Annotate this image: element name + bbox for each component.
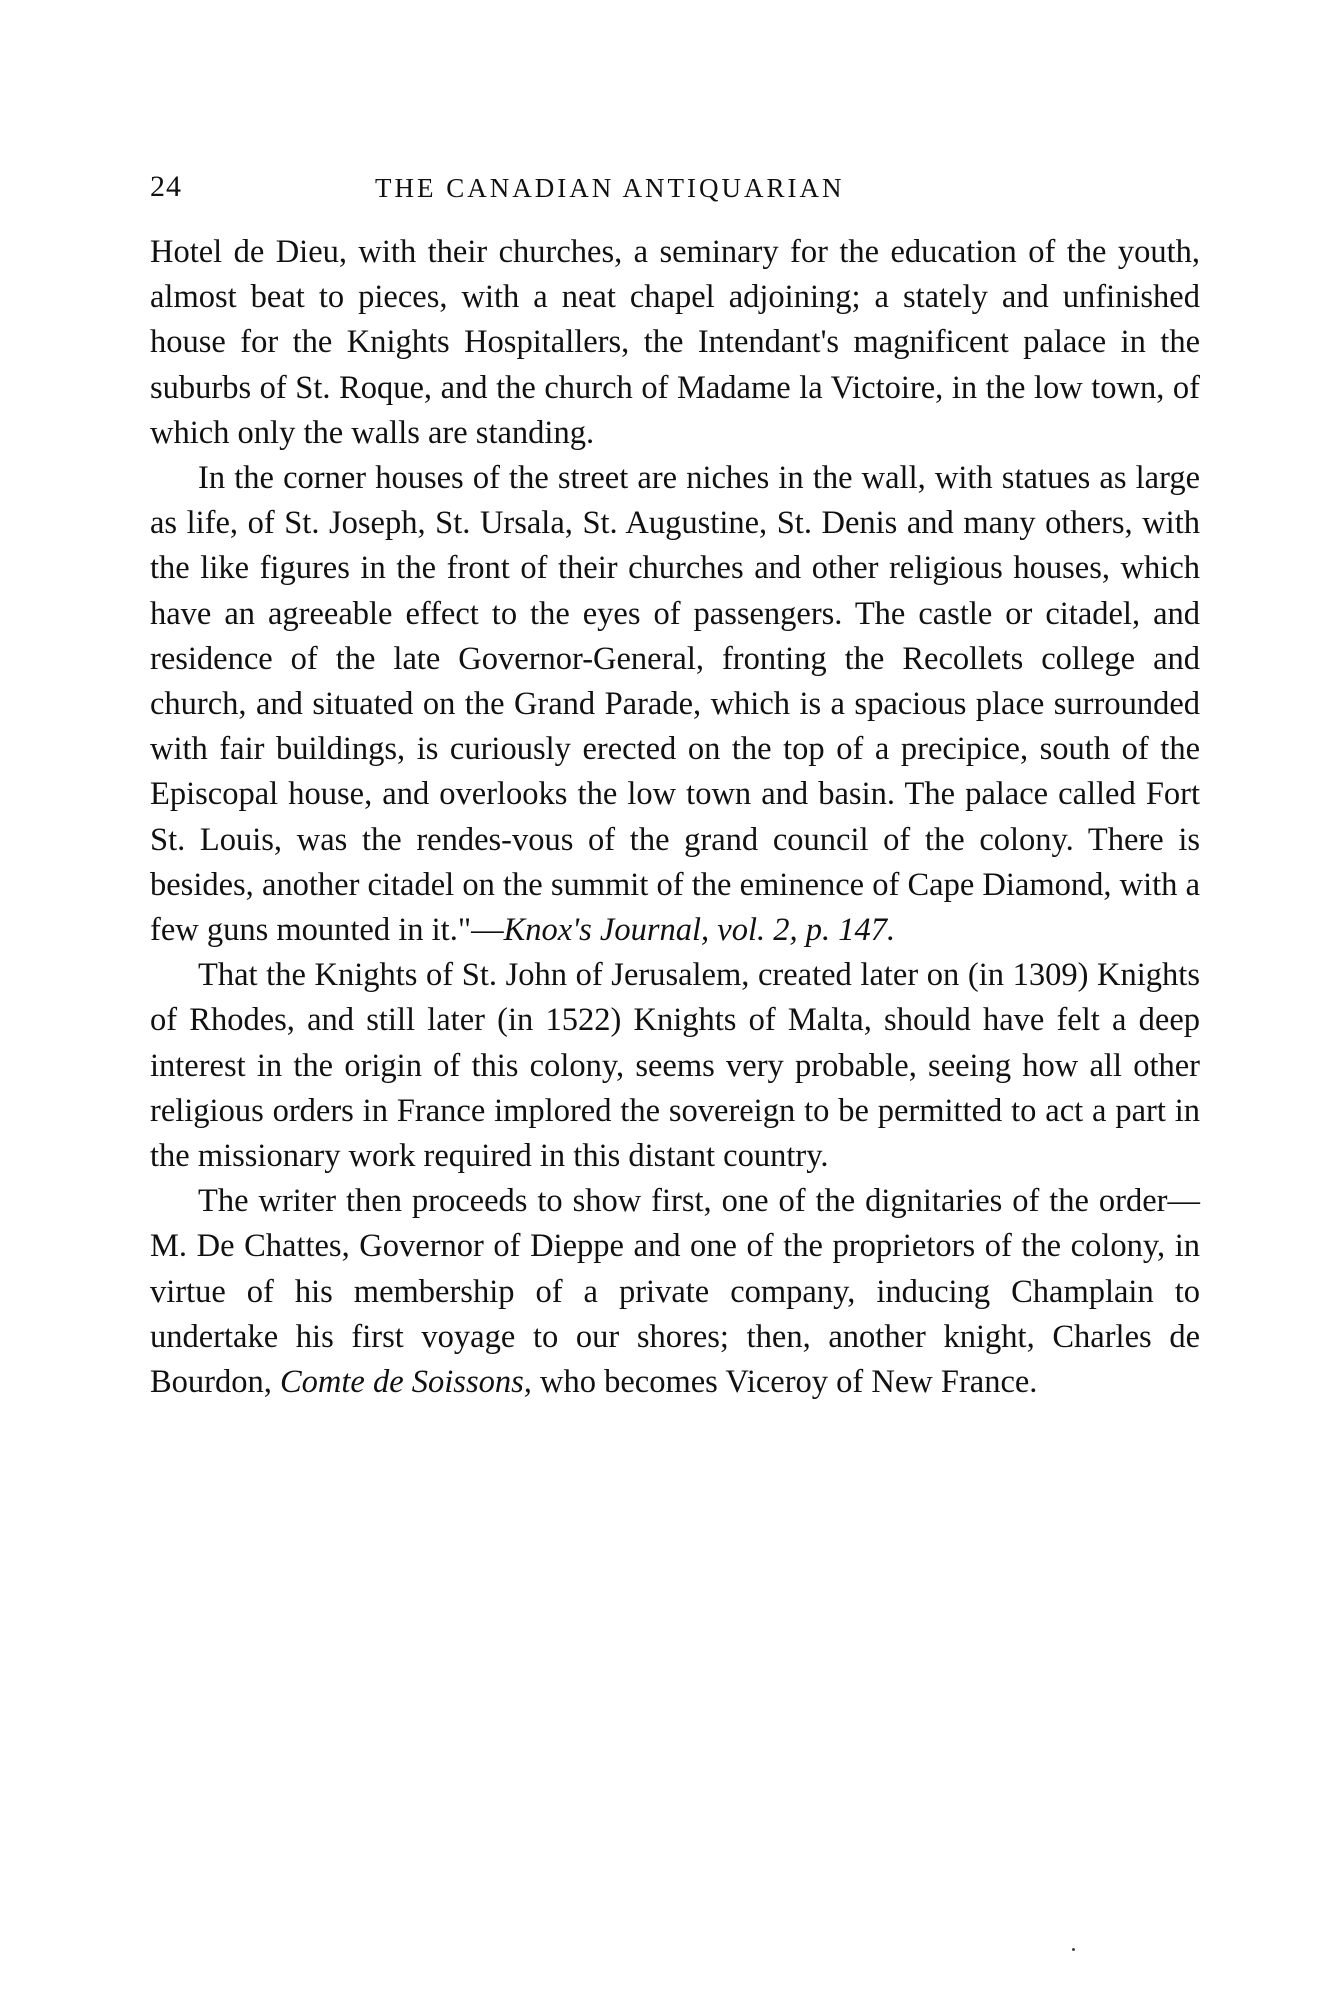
page-number: 24 xyxy=(150,170,182,203)
paragraph-4 xyxy=(150,1179,1200,1405)
paragraph-1: Hotel de Dieu, with their churches, a seminary for the education of the youth, almost beat to pieces, with a neat chapel adjoining; a stately and unfinished house for the Knights Hospitallers, the Intendant's magnificent palace in the suburbs of St. Roque, and the church of Madame la Victoire, in the low town, of which only the walls are standing. xyxy=(150,234,1200,451)
paragraph-2 xyxy=(150,456,1200,953)
body-text xyxy=(150,230,1200,1405)
running-head xyxy=(150,170,1220,210)
paragraph-3: That the Knights of St. John of Jerusalem, created later on (in 1309) Knights of Rhodes, and still later (in 1522) Knights of Malta, should have felt a deep interest in the origin of this colony, seems very probable, seeing how all other religious orders in France implored the sovereign to be permitted to act a part in the missionary work required in this distant country. xyxy=(150,957,1200,1175)
comte-de-soissons-title: Comte de Soissons, xyxy=(280,1364,532,1401)
paragraph-4-text-start: The writer then proceeds to show first, one of the dignitaries of the order—M. De Chattes, Governor of Dieppe and one of the proprietors of the colony, in virtue of his membership of a private company, inducing Champlain to undertake his first voyage to our shores; then, another knight, Charles de Bourdon, xyxy=(150,1183,1200,1401)
knox-journal-citation: Knox's Journal, vol. 2, p. 147. xyxy=(503,912,896,949)
paper-speck xyxy=(1072,1948,1075,1951)
journal-title: THE CANADIAN ANTIQUARIAN xyxy=(375,173,845,203)
paragraph-2-text: In the corner houses of the street are niches in the wall, with statues as large as life, of St. Joseph, St. Ursala, St. Augustine, St. Denis and many others, with the like figures in the front of their churches and other religious houses, which have an agreeable effect to the eyes of passengers. The castle or citadel, and residence of the late Governor-General, fronting the Recollets college and church, and situated on the Grand Parade, which is a spacious place surrounded with fair buildings, is curiously erected on the top of a precipice, south of the Episcopal house, and overlooks the low town and basin. The palace called Fort St. Louis, was the rendes-vous of the grand council of the colony. There is besides, another citadel on the summit of the eminence of Cape Diamond, with a few guns mounted in it."— xyxy=(150,460,1200,949)
paragraph-4-text-end: who becomes Viceroy of New France. xyxy=(531,1364,1038,1401)
